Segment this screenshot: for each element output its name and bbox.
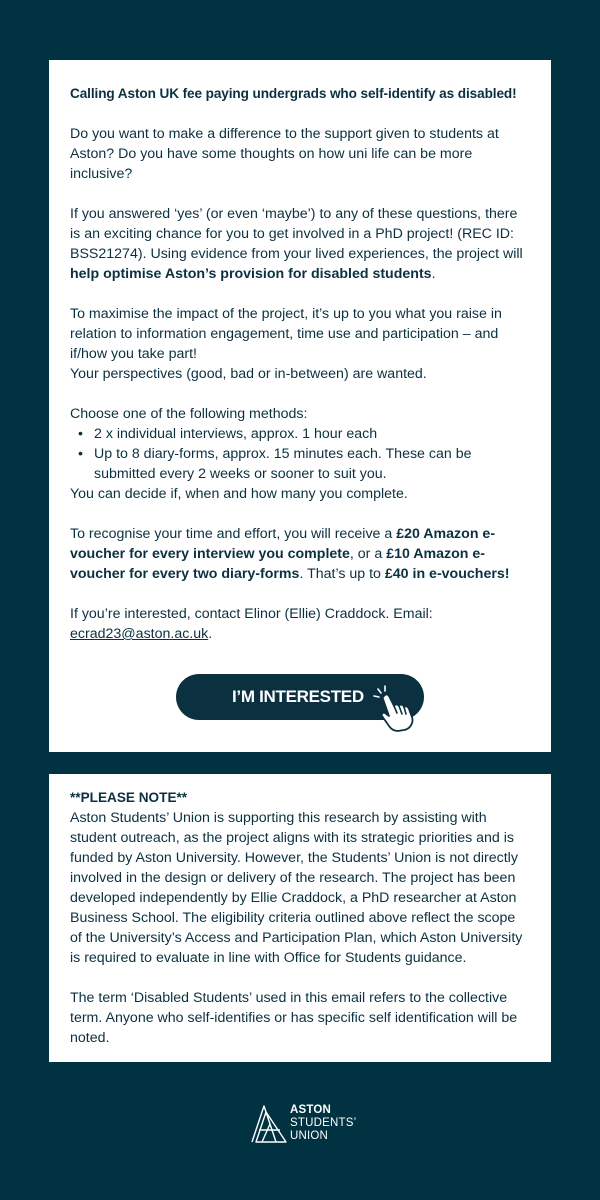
invitation-heading: Calling Aston UK fee paying undergrads who self-identify as disabled!: [70, 86, 517, 101]
perspectives-text: Your perspectives (good, bad or in-between) are wanted.: [70, 366, 427, 382]
reward-text: To recognise your time and effort, you will receive a: [70, 526, 397, 542]
reward-interview: £20 Amazon e-voucher for every interview you complete: [70, 526, 496, 562]
contact-paragraph: [70, 604, 529, 644]
methods-block: [70, 404, 529, 504]
cta-container: [49, 674, 551, 720]
contact-text: If you’re interested, contact Elinor (Ellie) Craddock. Email:: [70, 606, 433, 622]
impact-text: To maximise the impact of the project, it’s up to you what you raise in relation to information engagement, time use and participation – and if/how you take part!: [70, 306, 502, 362]
reward-diary: £10 Amazon e-voucher for every two diary-forms: [70, 546, 486, 582]
project-paragraph: [70, 204, 529, 284]
reward-total: £40 in e-vouchers!: [384, 566, 510, 582]
list-item: • Up to 8 diary-forms, approx. 15 minutes each. These can be submitted every 2 weeks or sooner to suit you.: [94, 444, 529, 484]
logo-wordmark: [290, 1104, 356, 1143]
methods-list: [70, 424, 529, 484]
note-card: [49, 774, 551, 1062]
pointing-hand-icon: [372, 685, 420, 733]
note-paragraph: Aston Students’ Union is supporting this research by assisting with student outreach, as the project aligns with its strategic priorities and is funded by Aston University. However, the Students’ Union is not directly involved in the design or delivery of the research. The project has been developed independently by Ellie Craddock, a PhD researcher at Aston Business School. The eligibility criteria outlined above reflect the scope of the University’s Access and Participation Plan, which Aston University is required to evaluate in line with Office for Students guidance.: [70, 810, 523, 966]
logo-line-students: STUDENTS’: [290, 1117, 357, 1129]
project-highlight: help optimise Aston’s provision for disabled students: [70, 266, 432, 282]
methods-outro: You can decide if, when and how many you complete.: [70, 486, 408, 502]
project-end: .: [431, 266, 436, 282]
contact-email-link[interactable]: ecrad23@aston.ac.uk: [70, 626, 209, 642]
aston-triangle-logo-icon: [250, 1104, 290, 1144]
logo-line-union: UNION: [290, 1130, 329, 1142]
reward-paragraph: [70, 524, 529, 584]
reward-text: , or a: [349, 546, 387, 562]
list-item: • 2 x individual interviews, approx. 1 hour each: [94, 424, 529, 444]
aston-students-union-logo: [250, 1104, 370, 1144]
contact-end: .: [208, 626, 213, 642]
intro-paragraph: Do you want to make a difference to the support given to students at Aston? Do you have some thoughts on how uni life can be more inclusive?: [70, 126, 499, 182]
logo-line-aston: ASTON: [290, 1104, 332, 1116]
project-text: If you answered ‘yes’ (or even ‘maybe’) to any of these questions, there is an exciting chance for you to get involved in a PhD project! (REC ID: BSS21274). Using evidence from your lived experiences, the project will: [70, 206, 523, 262]
methods-intro: Choose one of the following methods:: [70, 406, 308, 422]
invitation-card: [49, 60, 551, 752]
cta-label: I’M INTERESTED: [232, 687, 364, 706]
impact-paragraph: [70, 304, 529, 384]
note-title: **PLEASE NOTE**: [70, 790, 188, 805]
reward-text: . That’s up to: [299, 566, 385, 582]
note-paragraph-terms: The term ‘Disabled Students’ used in this email refers to the collective term. Anyone who self-identifies or has specific self identification will be noted.: [70, 990, 518, 1046]
